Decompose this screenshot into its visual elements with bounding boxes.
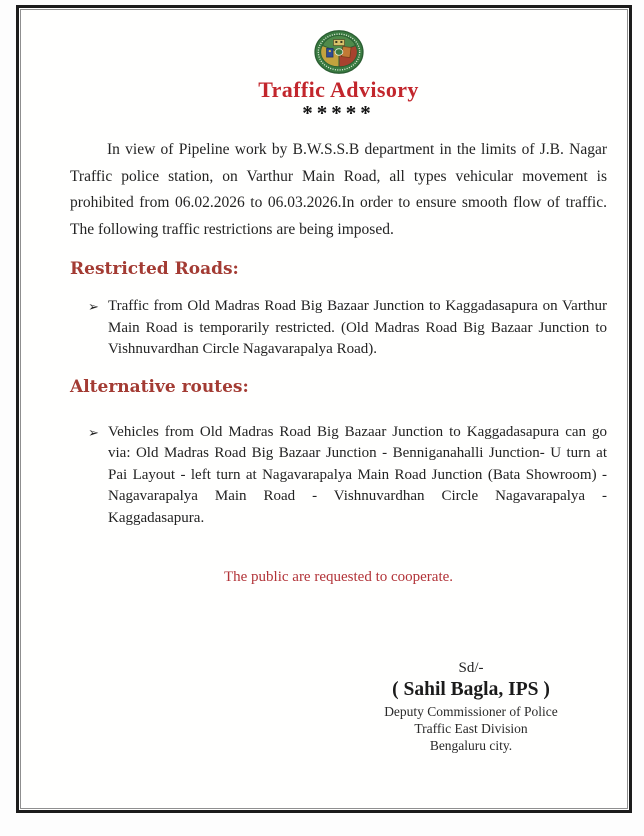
page-border-frame	[16, 5, 632, 813]
logo-container	[70, 29, 607, 75]
page-content	[19, 8, 629, 810]
page-title: Traffic Advisory	[258, 77, 419, 102]
arrow-bullet-icon: ➢	[88, 299, 99, 314]
section-heading-restricted-roads: Restricted Roads:	[70, 259, 239, 279]
star-separator: *****	[302, 101, 375, 125]
signatory-division: Traffic East Division	[414, 721, 528, 736]
signatory-name: ( Sahil Bagla, IPS )	[392, 679, 550, 700]
arrow-bullet-icon: ➢	[88, 424, 99, 440]
signature-block	[335, 659, 607, 754]
cooperation-note: The public are requested to cooperate.	[223, 569, 454, 585]
traffic-police-emblem-icon	[311, 29, 367, 75]
alternative-routes-bullet-item	[70, 422, 607, 530]
alternative-routes-bullet-text: Vehicles from Old Madras Road Big Bazaar Junction to Kaggadasapura can go via: Old Madras Road Big Bazaar Junction - Benniganahalli Junction- U turn at Pai Layout - left turn at Nagavarapalya Main Road Junction (Bata Showroom) - Nagavarapalya Main Road - Vishnuvardhan Circle Nagavarapalya - Kaggadasapura.	[108, 423, 607, 526]
restricted-roads-bullet-text: Traffic from Old Madras Road Big Bazaar Junction to Kaggadasapura on Varthur Main Road is temporarily restricted. (Old Madras Road Big Bazaar Junction to Vishnuvardhan Circle Nagavarapalya Road).	[108, 298, 607, 357]
intro-paragraph: In view of Pipeline work by B.W.S.S.B department in the limits of J.B. Nagar Traffic police station, on Varthur Main Road, all types vehicular movement is prohibited from 06.02.2026 to 06.03.2026.In order to ensure smooth flow of traffic. The following traffic restrictions are being imposed.	[70, 141, 607, 238]
restricted-roads-bullet-item	[70, 296, 607, 361]
signatory-city: Bengaluru city.	[429, 738, 513, 753]
signature-sd: Sd/-	[458, 660, 484, 676]
signatory-designation: Deputy Commissioner of Police	[384, 704, 558, 719]
section-heading-alternative-routes: Alternative routes:	[70, 376, 249, 397]
